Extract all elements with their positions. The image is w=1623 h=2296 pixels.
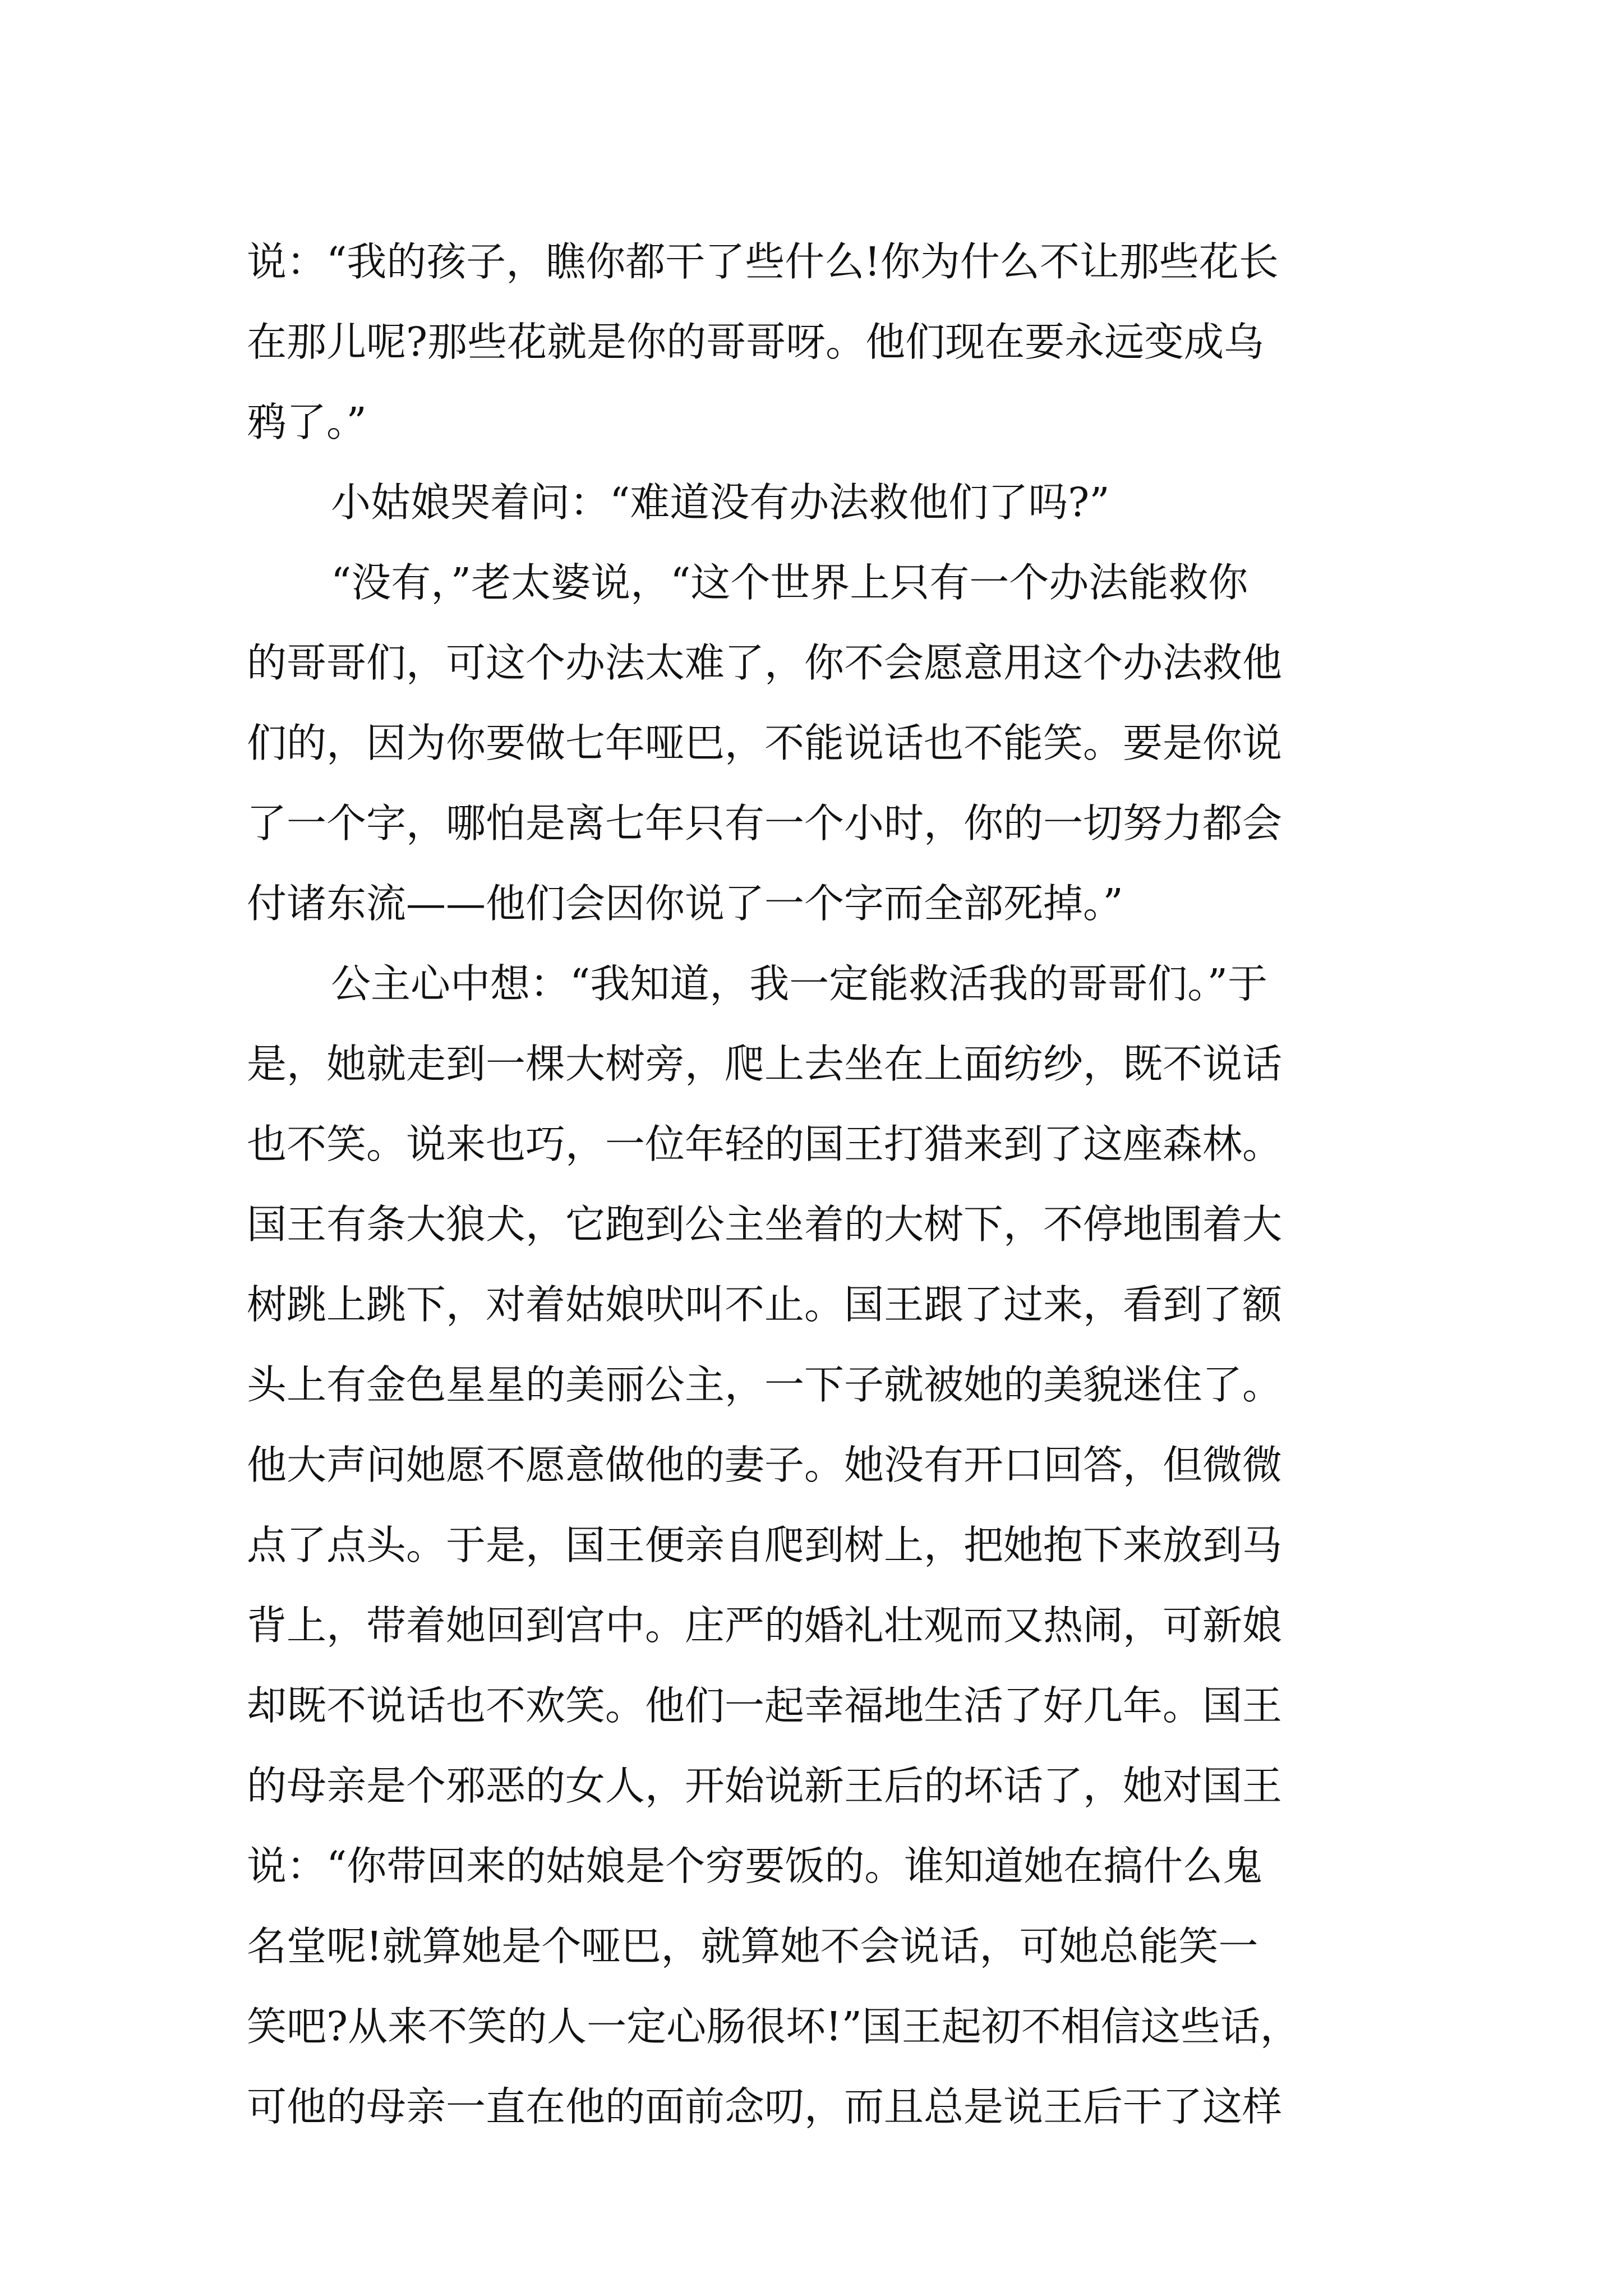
text-line: 也不笑。说来也巧，一位年轻的国王打猎来到了这座森林。 <box>247 1121 1283 1167</box>
text-line: 国王有条大狼犬，它跑到公主坐着的大树下，不停地围着大 <box>247 1201 1283 1248</box>
text-line: “没有，”老太婆说，“这个世界上只有一个办法能救你 <box>331 559 1248 606</box>
text-line: 他大声问她愿不愿意做他的妻子。她没有开口回答，但微微 <box>247 1442 1283 1488</box>
text-line: 公主心中想：“我知道，我一定能救活我的哥哥们。”于 <box>331 960 1268 1007</box>
text-line: 的哥哥们，可这个办法太难了，你不会愿意用这个办法救他 <box>247 639 1283 686</box>
text-line: 说：“你带回来的姑娘是个穷要饭的。谁知道她在搞什么鬼 <box>247 1843 1263 1889</box>
text-line: 付诸东流——他们会因你说了一个字而全部死掉。” <box>247 880 1123 927</box>
text-line: 名堂呢!就算她是个哑巴，就算她不会说话，可她总能笑一 <box>247 1923 1258 1970</box>
text-line: 却既不说话也不欢笑。他们一起幸福地生活了好几年。国王 <box>247 1682 1283 1729</box>
story-text <box>247 222 1402 2147</box>
text-line: 是，她就走到一棵大树旁，爬上去坐在上面纺纱，既不说话 <box>247 1041 1283 1087</box>
text-line: 们的，因为你要做七年哑巴，不能说话也不能笑。要是你说 <box>247 720 1283 766</box>
text-line: 背上，带着她回到宫中。庄严的婚礼壮观而又热闹，可新娘 <box>247 1602 1283 1649</box>
text-line: 笑吧?从来不笑的人一定心肠很坏!”国王起初不相信这些话， <box>247 2003 1300 2050</box>
text-line: 说：“我的孩子，瞧你都干了些什么!你为什么不让那些花长 <box>247 238 1279 285</box>
text-line: 小姑娘哭着问：“难道没有办法救他们了吗?” <box>331 479 1110 526</box>
text-line: 的母亲是个邪恶的女人，开始说新王后的坏话了，她对国王 <box>247 1763 1283 1809</box>
text-line: 点了点头。于是，国王便亲自爬到树上，把她抱下来放到马 <box>247 1522 1283 1568</box>
text-line: 鸦了。” <box>247 399 367 445</box>
text-line: 头上有金色星星的美丽公主，一下子就被她的美貌迷住了。 <box>247 1361 1283 1408</box>
text-line: 在那儿呢?那些花就是你的哥哥呀。他们现在要永远变成乌 <box>247 319 1264 365</box>
text-line: 了一个字，哪怕是离七年只有一个小时，你的一切努力都会 <box>247 800 1283 846</box>
text-line: 可他的母亲一直在他的面前念叨，而且总是说王后干了这样 <box>247 2083 1283 2130</box>
text-line: 树跳上跳下，对着姑娘吠叫不止。国王跟了过来，看到了额 <box>247 1281 1283 1328</box>
